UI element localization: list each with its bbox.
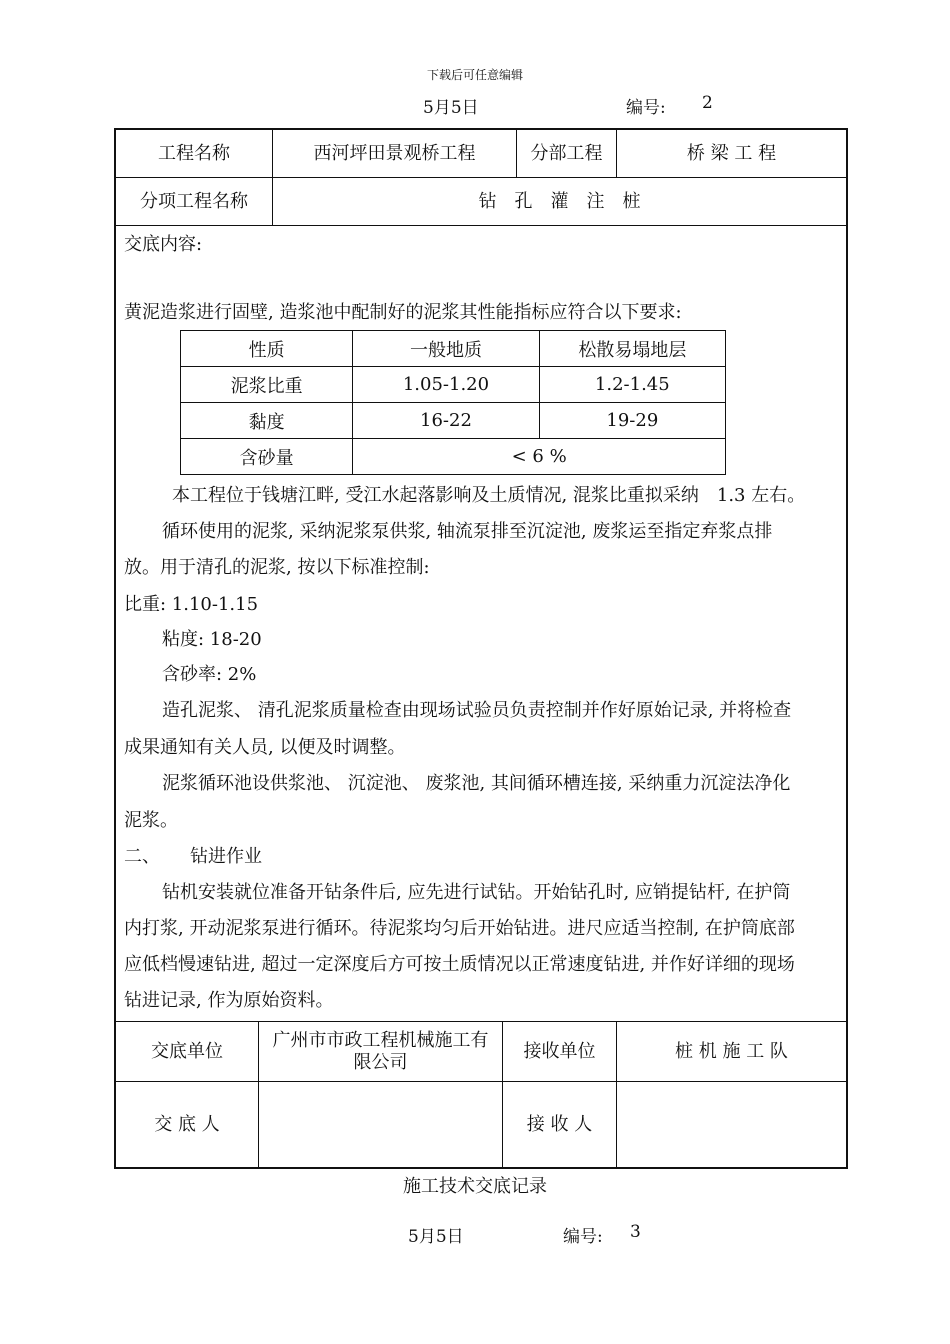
paragraph: 循环使用的泥浆, 采纳泥浆泵供浆, 轴流泵排至沉淀池, 废浆运至指定弃浆点排 bbox=[162, 521, 773, 542]
item-name-label: 分项工程名称 bbox=[140, 190, 248, 212]
project-name-value: 西河坪田景观桥工程 bbox=[313, 142, 476, 164]
record-number: 2 bbox=[702, 93, 713, 113]
paragraph: 含砂率: 2% bbox=[162, 664, 257, 685]
table-header: 性质 bbox=[181, 331, 353, 367]
content-label: 交底内容: bbox=[124, 234, 203, 255]
section-title: 钻进作业 bbox=[190, 846, 262, 867]
discloser-signature bbox=[259, 1082, 502, 1167]
record-date: 5月5日 bbox=[423, 98, 479, 118]
download-note: 下载后可任意编辑 bbox=[426, 68, 523, 82]
record-number-label: 编号: bbox=[626, 98, 666, 118]
paragraph: 泥浆。 bbox=[124, 810, 178, 831]
table-cell: 含砂量 bbox=[181, 439, 353, 475]
next-record-number: 3 bbox=[630, 1222, 641, 1242]
paragraph: 钻机安装就位准备开钻条件后, 应先进行试钻。开始钻孔时, 应销提钻杆, 在护筒 bbox=[162, 882, 791, 903]
next-record-number-label: 编号: bbox=[563, 1227, 603, 1247]
table-cell: 1.05-1.20 bbox=[353, 367, 539, 403]
disclosing-unit-value: 广州市市政工程机械施工有限公司 bbox=[272, 1029, 489, 1073]
item-name-value: 钻 孔 灌 注 桩 bbox=[478, 190, 641, 212]
table-row bbox=[181, 439, 726, 475]
paragraph: 钻进记录, 作为原始资料。 bbox=[124, 990, 334, 1011]
paragraph: 粘度: 18-20 bbox=[162, 629, 262, 650]
receiving-unit-label: 接收单位 bbox=[523, 1040, 596, 1062]
next-record-title: 施工技术交底记录 bbox=[403, 1176, 547, 1197]
table-cell: 16-22 bbox=[353, 403, 539, 439]
discloser-label: 交 底 人 bbox=[154, 1113, 220, 1135]
table-cell: 1.2-1.45 bbox=[539, 367, 725, 403]
receiving-unit-value: 桩 机 施 工 队 bbox=[675, 1040, 788, 1062]
table-header: 一般地质 bbox=[353, 331, 539, 367]
table-cell: 黏度 bbox=[181, 403, 353, 439]
sub-project-value: 桥 梁 工 程 bbox=[686, 142, 777, 164]
table-cell: 19-29 bbox=[539, 403, 725, 439]
paragraph: 比重: 1.10-1.15 bbox=[124, 594, 259, 615]
table-cell: < 6 % bbox=[353, 439, 726, 475]
receiver-signature bbox=[617, 1082, 846, 1167]
table-row bbox=[181, 367, 726, 403]
paragraph: 放。用于清孔的泥浆, 按以下标准控制: bbox=[124, 557, 430, 578]
next-record-date: 5月5日 bbox=[408, 1227, 464, 1247]
mud-property-table bbox=[180, 330, 726, 475]
project-name-label: 工程名称 bbox=[158, 142, 230, 164]
table-cell: 泥浆比重 bbox=[181, 367, 353, 403]
sub-project-label: 分部工程 bbox=[530, 142, 603, 164]
section-number: 二、 bbox=[124, 846, 160, 867]
paragraph: 内打浆, 开动泥浆泵进行循环。待泥浆均匀后开始钻进。进尺应适当控制, 在护筒底部 bbox=[124, 918, 795, 939]
table-header: 松散易塌地层 bbox=[539, 331, 725, 367]
intro-text: 黄泥造浆进行固壁, 造浆池中配制好的泥浆其性能指标应符合以下要求: bbox=[124, 302, 682, 323]
paragraph: 造孔泥浆、 清孔泥浆质量检查由现场试验员负责控制并作好原始记录, 并将检查 bbox=[162, 700, 792, 721]
paragraph: 本工程位于钱塘江畔, 受江水起落影响及土质情况, 混浆比重拟采纳 1.3 左右。 bbox=[172, 485, 806, 506]
paragraph: 应低档慢速钻进, 超过一定深度后方可按土质情况以正常速度钻进, 并作好详细的现场 bbox=[124, 954, 795, 975]
paragraph: 泥浆循环池设供浆池、 沉淀池、 废浆池, 其间循环槽连接, 采纳重力沉淀法净化 bbox=[162, 773, 791, 794]
table-row bbox=[181, 331, 726, 367]
paragraph: 成果通知有关人员, 以便及时调整。 bbox=[124, 737, 406, 758]
table-row bbox=[181, 403, 726, 439]
disclosing-unit-label: 交底单位 bbox=[151, 1040, 223, 1062]
receiver-label: 接 收 人 bbox=[526, 1113, 593, 1135]
